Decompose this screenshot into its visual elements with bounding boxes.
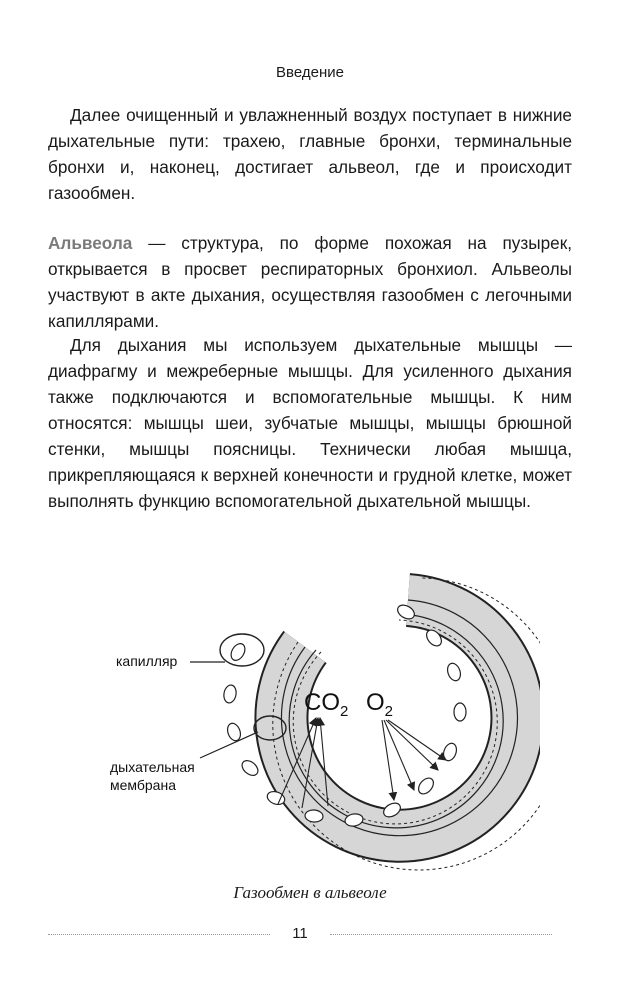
capillary-fill <box>281 600 517 836</box>
co2-label: $CO_2$ <box>304 689 349 720</box>
alveola-definition: — структура, по форме похожая на пузырек, открывается в просвет респираторных бронхиол. Альвеолы участвуют в акте дыхания, осуществляя газообмен с легочными капиллярами. <box>48 233 572 331</box>
o2-label: $O_2$ <box>366 689 394 720</box>
membrane-label-line1: дыхательная <box>110 759 195 775</box>
capillary-label: капилляр <box>116 653 178 669</box>
alveolus-figure <box>90 572 540 882</box>
paragraph-alveola <box>48 230 572 334</box>
page-number: 11 <box>292 925 308 942</box>
figure-caption: Газообмен в альвеоле <box>233 883 387 902</box>
footer-rule-right <box>330 934 552 935</box>
alveolus-diagram <box>90 572 540 882</box>
page-header: Введение <box>276 64 344 81</box>
term-alveola: Альвеола <box>48 233 133 253</box>
paragraph-intro: Далее очищенный и увлажненный воздух поступает в нижние дыхательные пути: трахею, главные бронхи, терминальные бронхи и, наконец, достигает альвеол, где и происходит газообмен. <box>48 105 572 203</box>
o2-arrows <box>382 720 446 800</box>
membrane-label-line2: мембрана <box>110 777 176 793</box>
page-footer <box>48 922 552 946</box>
paragraph-muscles: Для дыхания мы используем дыхательные мышцы — диафрагму и межреберные мышцы. Для усиленного дыхания также подключаются и вспомогательные мышцы. К ним относятся: мышцы шеи, зубчатые мышцы, мышцы брюшной стенки, мышцы поясницы. Технически любая мышца, прикрепляющаяся к верхней конечности и грудной клетке, может выполнять функцию вспомогательной дыхательной мышцы. <box>48 335 572 511</box>
